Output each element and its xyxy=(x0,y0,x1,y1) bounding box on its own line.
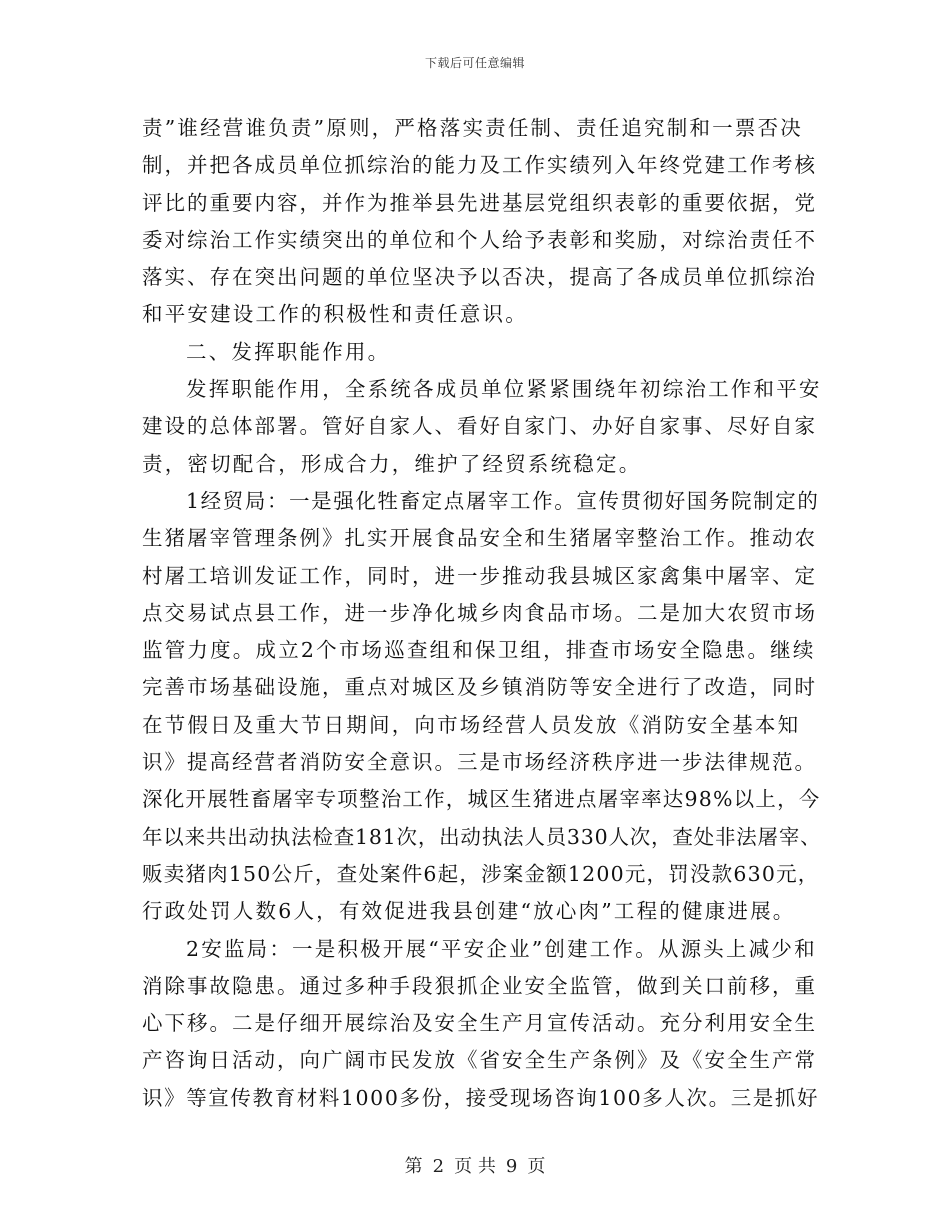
text-line: 落实、存在突出问题的单位坚决予以否决，提高了各成员单位抓综治 xyxy=(142,265,817,290)
footer-prefix: 第 xyxy=(404,1156,423,1177)
text-line: 识》提高经营者消防安全意识。三是市场经济秩序进一步法律规范。 xyxy=(142,750,817,775)
text-line: 消除事故隐患。通过多种手段狠抓企业安全监管，做到关口前移，重 xyxy=(142,973,817,998)
text-line: 建设的总体部署。管好自家人、看好自家门、办好自家事、尽好自家 xyxy=(142,414,817,439)
footer-suffix: 页 xyxy=(527,1156,546,1177)
document-body xyxy=(142,110,822,1117)
text-line: 行政处罚人数6人，有效促进我县创建“放心肉”工程的健康进展。 xyxy=(142,899,796,924)
text-line: 产咨询日活动，向广阔市民发放《省安全生产条例》及《安全生产常 xyxy=(142,1048,817,1073)
page-footer xyxy=(0,1152,950,1178)
text-line: 村屠工培训发证工作，同时，进一步推动我县城区家禽集中屠宰、定 xyxy=(142,563,817,588)
text-line: 和平安建设工作的积极性和责任意识。 xyxy=(142,302,528,327)
text-line: 生猪屠宰管理条例》扎实开展食品安全和生猪屠宰整治工作。推动农 xyxy=(142,526,817,551)
text-line: 在节假日及重大节日期间，向市场经营人员发放《消防安全基本知 xyxy=(142,712,801,737)
text-line: 点交易试点县工作，进一步净化城乡肉食品市场。二是加大农贸市场 xyxy=(142,600,817,625)
text-line: 制，并把各成员单位抓综治的能力及工作实绩列入年终党建工作考核 xyxy=(142,153,817,178)
current-page-number: 2 xyxy=(432,1156,445,1177)
text-line: 2安监局：一是积极开展“平安企业”创建工作。从源头上减少和 xyxy=(186,936,817,961)
text-line: 心下移。二是仔细开展综治及安全生产月宣传活动。充分利用安全生 xyxy=(142,1011,817,1036)
total-page-number: 9 xyxy=(505,1156,518,1177)
text-line: 责”谁经营谁负责”原则，严格落实责任制、责任追究制和一票否决 xyxy=(142,116,803,140)
text-line: 发挥职能作用，全系统各成员单位紧紧围绕年初综治工作和平安 xyxy=(186,377,822,402)
text-line: 年以来共出动执法检查181次，出动执法人员330人次，查处非法屠宰、 xyxy=(142,824,822,849)
text-line: 二、发挥职能作用。 xyxy=(186,339,391,364)
text-line: 委对综治工作实绩突出的单位和个人给予表彰和奖励，对综治责任不 xyxy=(142,227,817,252)
text-line: 监管力度。成立2个市场巡查组和保卫组，排查市场安全隐患。继续 xyxy=(142,638,816,663)
footer-middle: 页 共 xyxy=(454,1156,496,1177)
text-line: 识》等宣传教育材料1000多份，接受现场咨询100多人次。三是抓好 xyxy=(142,1085,820,1110)
page-header: 下载后可任意编辑 xyxy=(424,56,525,70)
text-line: 贩卖猪肉150公斤，查处案件6起，涉案金额1200元，罚没款630元， xyxy=(142,861,820,886)
text-line: 完善市场基础设施，重点对城区及乡镇消防等安全进行了改造，同时 xyxy=(142,675,817,700)
text-line: 评比的重要内容，并作为推举县先进基层党组织表彰的重要依据，党 xyxy=(142,190,817,215)
text-line: 责，密切配合，形成合力，维护了经贸系统稳定。 xyxy=(142,451,642,476)
text-line: 深化开展牲畜屠宰专项整治工作，城区生猪进点屠宰率达98%以上，今 xyxy=(142,787,821,812)
text-line: 1经贸局：一是强化牲畜定点屠宰工作。宣传贯彻好国务院制定的 xyxy=(186,488,820,513)
